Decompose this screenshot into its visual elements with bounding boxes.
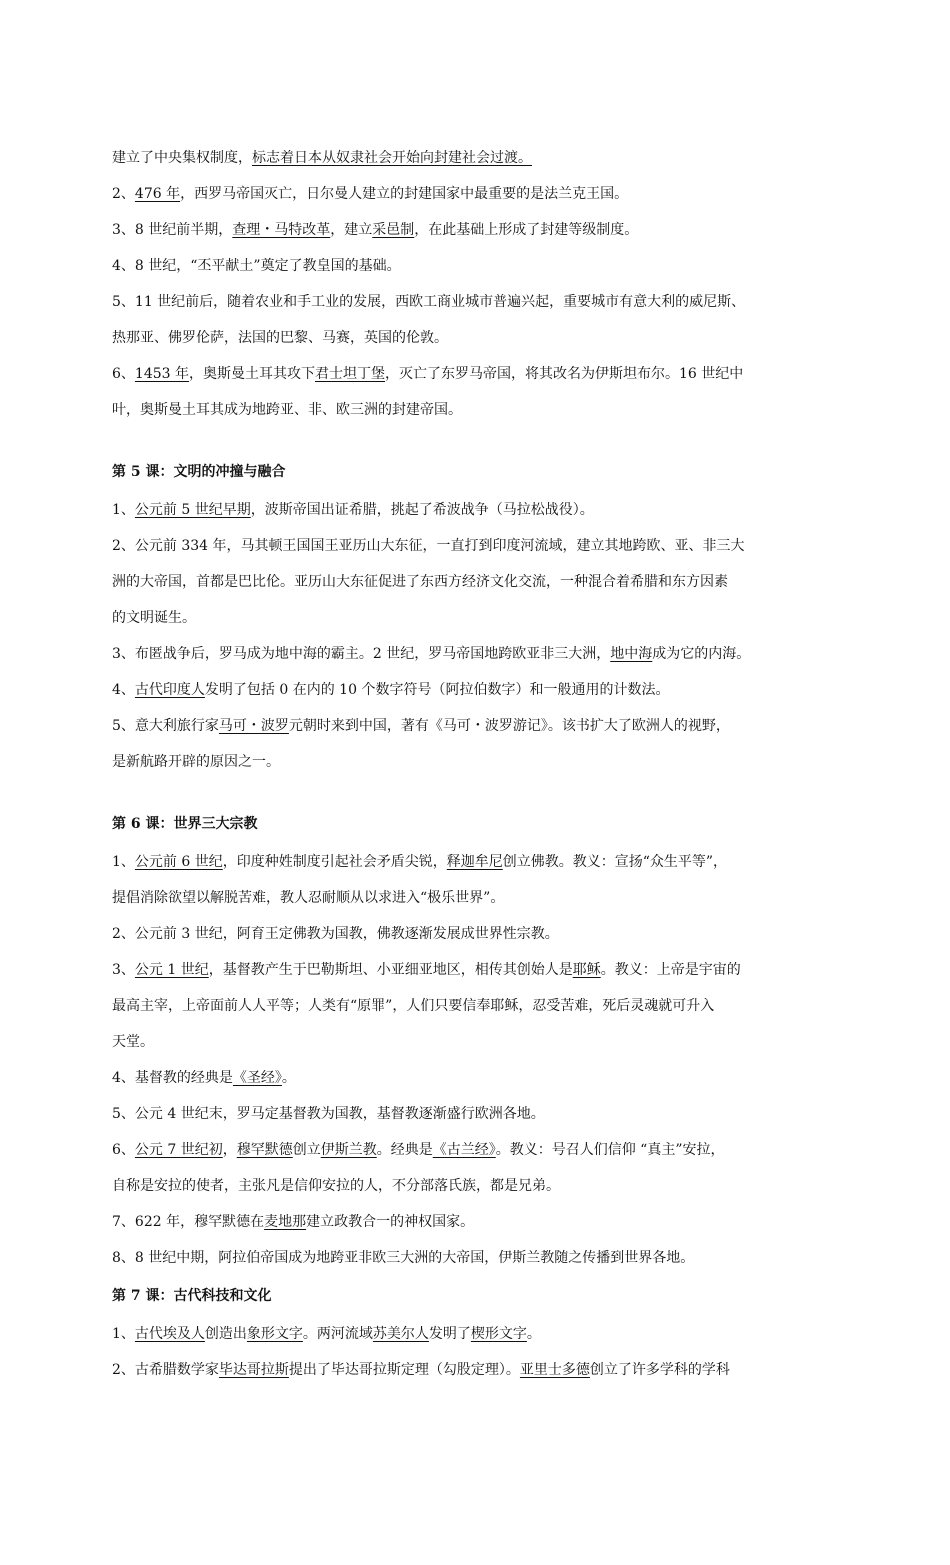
text-line: [112, 1096, 852, 1132]
section-gap: [112, 780, 852, 804]
text-segment: 提出了毕达哥拉斯定理（勾股定理）。: [288, 1362, 520, 1378]
text-segment: ，: [222, 1142, 237, 1158]
text-segment: 天堂。: [112, 1034, 154, 1050]
underlined-keyword: 伊斯兰教: [320, 1142, 377, 1158]
text-line: [112, 140, 852, 176]
text-segment: 2、古希腊数学家: [112, 1362, 219, 1378]
underlined-keyword: 耶稣: [572, 962, 601, 978]
text-segment: 2、公元前 334 年，马其顿王国国王亚历山大东征，一直打到印度河流域，建立其地跨欧、亚、非三大: [112, 538, 745, 554]
text-line: [112, 1204, 852, 1240]
text-segment: 创立了许多学科的学科: [589, 1362, 730, 1378]
text-segment: 自称是安拉的使者，主张凡是信仰安拉的人，不分部落氏族，都是兄弟。: [112, 1178, 560, 1194]
lesson-heading: [112, 452, 852, 492]
text-segment: 1、: [112, 1326, 135, 1342]
text-line: [112, 672, 852, 708]
text-line: [112, 708, 852, 744]
text-segment: ，西罗马帝国灭亡，日尔曼人建立的封建国家中最重要的是法兰克王国。: [180, 186, 629, 202]
text-line: [112, 1060, 852, 1096]
text-segment: 6、: [112, 366, 135, 382]
underlined-keyword: 公元 1 世纪: [134, 962, 209, 978]
text-segment: ，基督教产生于巴勒斯坦、小亚细亚地区，相传其创始人是: [208, 962, 573, 978]
text-segment: 提倡消除欲望以解脱苦难，教人忍耐顺从以求进入“极乐世界”。: [112, 890, 505, 906]
underlined-keyword: 《古兰经》: [432, 1142, 496, 1158]
text-line: [112, 212, 852, 248]
text-line: [112, 564, 852, 600]
text-segment: 5、意大利旅行家: [112, 718, 219, 734]
underlined-keyword: 释迦牟尼: [446, 854, 503, 870]
lesson-heading: [112, 804, 852, 844]
text-segment: 。教义：号召人们信仰 “真主”安拉，: [495, 1142, 725, 1158]
underlined-keyword: 穆罕默德: [236, 1142, 293, 1158]
text-segment: 的文明诞生。: [112, 610, 196, 626]
lesson-heading: [112, 1276, 852, 1316]
text-segment: 创立佛教。教义：宣扬“众生平等”，: [502, 854, 728, 870]
underlined-keyword: 地中海: [610, 646, 653, 662]
underlined-keyword: 象形文字: [246, 1326, 303, 1342]
underlined-keyword: 公元前 5 世纪早期: [134, 502, 251, 518]
text-line: [112, 1132, 852, 1168]
text-segment: 发明了包括 0 在内的 10 个数字符号（阿拉伯数字）和一般通用的计数法。: [204, 682, 670, 698]
text-segment: ，印度种姓制度引起社会矛盾尖锐，: [222, 854, 447, 870]
text-segment: 元朝时来到中国，著有《马可・波罗游记》。该书扩大了欧洲人的视野，: [288, 718, 730, 734]
text-segment: 7、622 年，穆罕默德在: [112, 1214, 265, 1230]
text-line: [112, 744, 852, 780]
text-segment: 。: [526, 1326, 541, 1342]
text-line: [112, 600, 852, 636]
text-line: [112, 176, 852, 212]
text-segment: 创造出: [204, 1326, 247, 1342]
text-segment: 4、基督教的经典是: [112, 1070, 233, 1086]
underlined-keyword: 麦地那: [264, 1214, 307, 1230]
text-segment: ，波斯帝国出证希腊，挑起了希波战争（马拉松战役）。: [250, 502, 594, 518]
text-line: [112, 1240, 852, 1276]
text-line: [112, 1024, 852, 1060]
text-line: [112, 392, 852, 428]
text-line: [112, 528, 852, 564]
underlined-keyword: 亚里士多德: [519, 1362, 590, 1378]
text-segment: 5、11 世纪前后，随着农业和手工业的发展，西欧工商业城市普遍兴起，重要城市有意大利的威尼斯、: [112, 294, 746, 310]
text-segment: 3、8 世纪前半期，: [112, 222, 233, 238]
text-line: [112, 844, 852, 880]
text-line: [112, 1352, 852, 1388]
text-segment: 6、: [112, 1142, 135, 1158]
text-segment: 8、8 世纪中期，阿拉伯帝国成为地跨亚非欧三大洲的大帝国，伊斯兰教随之传播到世界各地。: [112, 1250, 695, 1266]
text-segment: 第 7 课：古代科技和文化: [112, 1288, 272, 1304]
underlined-keyword: 476 年: [134, 186, 181, 202]
text-line: [112, 916, 852, 952]
text-segment: 3、布匿战争后，罗马成为地中海的霸主。2 世纪，罗马帝国地跨欧亚非三大洲，: [112, 646, 611, 662]
underlined-keyword: 公元前 6 世纪: [134, 854, 223, 870]
text-segment: 叶，奥斯曼土耳其成为地跨亚、非、欧三洲的封建帝国。: [112, 402, 462, 418]
text-segment: 2、: [112, 186, 135, 202]
text-segment: 发明了: [428, 1326, 471, 1342]
text-segment: 4、: [112, 682, 135, 698]
text-segment: 创立: [292, 1142, 321, 1158]
text-line: [112, 952, 852, 988]
text-segment: 3、: [112, 962, 135, 978]
underlined-keyword: 楔形文字: [470, 1326, 527, 1342]
text-segment: ，奥斯曼土耳其攻下: [189, 366, 316, 382]
text-segment: 。: [281, 1070, 296, 1086]
underlined-keyword: 君士坦丁堡: [315, 366, 386, 382]
underlined-keyword: 古代印度人: [134, 682, 205, 698]
text-line: [112, 1168, 852, 1204]
text-segment: 1、: [112, 854, 135, 870]
text-segment: 是新航路开辟的原因之一。: [112, 754, 280, 770]
text-segment: 成为它的内海。: [652, 646, 751, 662]
text-segment: 建立了中央集权制度，: [112, 150, 252, 166]
text-line: [112, 248, 852, 284]
underlined-keyword: 标志着日本从奴隶社会开始向封建社会过渡。: [252, 150, 532, 166]
text-line: [112, 636, 852, 672]
text-segment: 热那亚、佛罗伦萨，法国的巴黎、马赛，英国的伦敦。: [112, 330, 448, 346]
text-line: [112, 492, 852, 528]
text-segment: 5、公元 4 世纪末，罗马定基督教为国教，基督教逐渐盛行欧洲各地。: [112, 1106, 545, 1122]
underlined-keyword: 1453 年: [134, 366, 190, 382]
text-segment: 第 5 课：文明的冲撞与融合: [112, 464, 286, 480]
underlined-keyword: 苏美尔人: [372, 1326, 429, 1342]
text-line: [112, 284, 852, 320]
text-line: [112, 988, 852, 1024]
text-line: [112, 880, 852, 916]
text-segment: 建立政教合一的神权国家。: [306, 1214, 475, 1230]
text-segment: 。经典是: [376, 1142, 433, 1158]
document-page: [112, 140, 852, 1388]
text-segment: 4、8 世纪，“丕平献土”奠定了教皇国的基础。: [112, 258, 401, 274]
underlined-keyword: 古代埃及人: [134, 1326, 205, 1342]
underlined-keyword: 公元 7 世纪初: [134, 1142, 223, 1158]
text-segment: 1、: [112, 502, 135, 518]
text-segment: 。两河流域: [302, 1326, 373, 1342]
underlined-keyword: 马可・波罗: [218, 718, 289, 734]
text-line: [112, 356, 852, 392]
text-segment: 第 6 课：世界三大宗教: [112, 816, 258, 832]
text-segment: 最高主宰，上帝面前人人平等；人类有“原罪”，人们只要信奉耶稣，忍受苦难，死后灵魂就可升入: [112, 998, 715, 1014]
text-segment: 洲的大帝国，首都是巴比伦。亚历山大东征促进了东西方经济文化交流，一种混合着希腊和东方因素: [112, 574, 728, 590]
section-gap: [112, 428, 852, 452]
underlined-keyword: 查理・马特改革: [232, 222, 331, 238]
text-line: [112, 1316, 852, 1352]
underlined-keyword: 毕达哥拉斯: [218, 1362, 289, 1378]
underlined-keyword: 《圣经》: [232, 1070, 282, 1086]
text-segment: 。教义：上帝是宇宙的: [600, 962, 741, 978]
text-segment: ，在此基础上形成了封建等级制度。: [414, 222, 639, 238]
underlined-keyword: 采邑制: [372, 222, 415, 238]
text-segment: 2、公元前 3 世纪，阿育王定佛教为国教，佛教逐渐发展成世界性宗教。: [112, 926, 559, 942]
text-segment: ，灭亡了东罗马帝国，将其改名为伊斯坦布尔。16 世纪中: [385, 366, 744, 382]
text-line: [112, 320, 852, 356]
text-segment: ，建立: [330, 222, 373, 238]
